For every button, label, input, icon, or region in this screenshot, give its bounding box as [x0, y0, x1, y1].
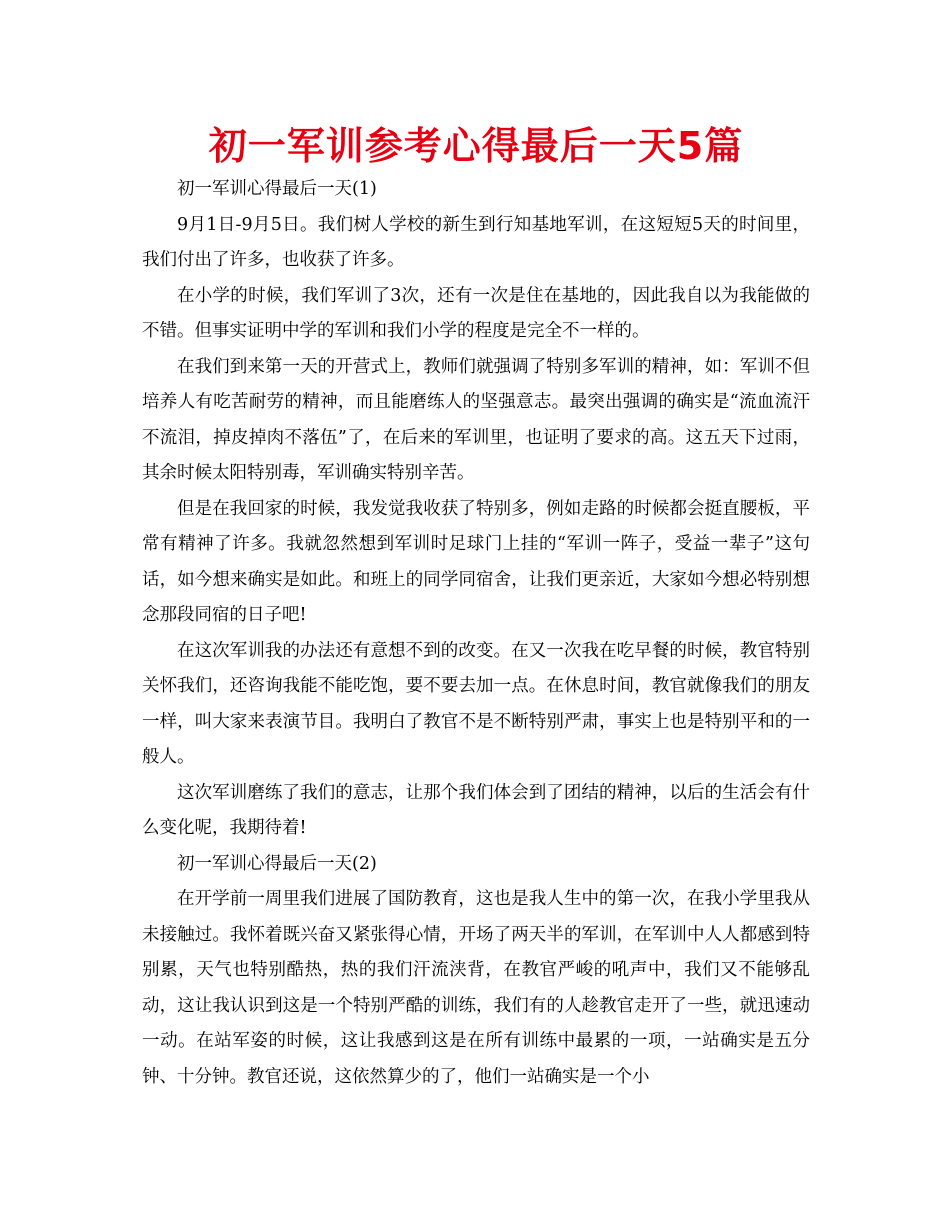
- paragraph: 在小学的时候，我们军训了3次，还有一次是住在基地的，因此我自以为我能做的不错。但事实证明中学的军训和我们小学的程度是完全不一样的。: [142, 285, 810, 341]
- document-body: [142, 172, 810, 1095]
- document-title: 初一军训参考心得最后一天5篇: [208, 124, 744, 168]
- section-heading: 初一军训心得最后一天(1): [177, 179, 377, 199]
- paragraph: 但是在我回家的时候，我发觉我收获了特别多，例如走路的时候都会挺直腰板，平常有精神了许多。我就忽然想到军训时足球门上挂的“军训一阵子，受益一辈子”这句话，如今想来确实是如此。和班上的同学同宿舍，让我们更亲近，大家如今想必特别想念那段同宿的日子吧!: [142, 498, 810, 625]
- paragraph: 在我们到来第一天的开营式上，教师们就强调了特别多军训的精神，如：军训不但培养人有吃苦耐劳的精神，而且能磨练人的坚强意志。最突出强调的确实是“流血流汗不流泪，掉皮掉肉不落伍”了，在后来的军训里，也证明了要求的高。这五天下过雨，其余时候太阳特别毒，军训确实特别辛苦。: [142, 356, 810, 483]
- section-heading: 初一军训心得最后一天(2): [177, 853, 377, 874]
- paragraph: 在这次军训我的办法还有意想不到的改变。在又一次我在吃早餐的时候，教官特别关怀我们，还咨询我能不能吃饱，要不要去加一点。在休息时间，教官就像我们的朋友一样，叫大家来表演节目。我明白了教官不是不断特别严肃，事实上也是特别平和的一般人。: [142, 640, 810, 767]
- paragraph: 在开学前一周里我们进展了国防教育，这也是我人生中的第一次，在我小学里我从未接触过。我怀着既兴奋又紧张得心情，开场了两天半的军训，在军训中人人都感到特别累，天气也特别酷热，热的我们汗流浃背，在教官严峻的吼声中，我们又不能够乱动，这让我认识到这是一个特别严酷的训练，我们有的人趁教官走开了一些，就迅速动一动。在站军姿的时候，这让我感到这是在所有训练中最累的一项，一站确实是五分钟、十分钟。教官还说，这依然算少的了，他们一站确实是一个小: [142, 889, 810, 1087]
- paragraph: 这次军训磨练了我们的意志，让那个我们体会到了团结的精神，以后的生活会有什么变化呢，我期待着!: [142, 782, 810, 838]
- document-page: [142, 0, 810, 1095]
- paragraph: 9月1日-9月5日。我们树人学校的新生到行知基地军训，在这短短5天的时间里，我们付出了许多，也收获了许多。: [142, 214, 810, 270]
